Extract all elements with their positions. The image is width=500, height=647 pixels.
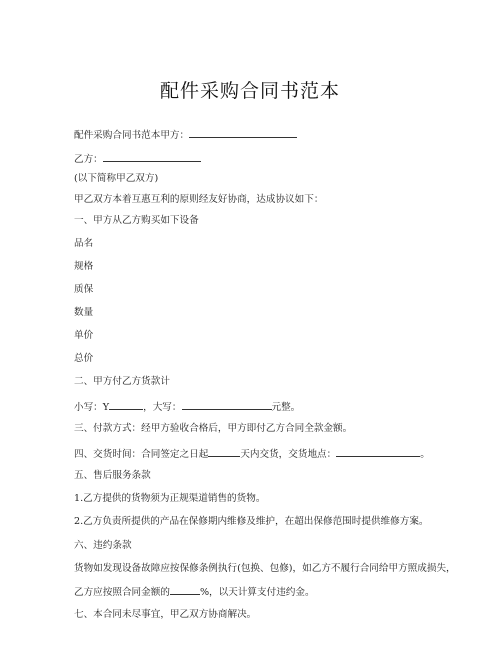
breach-prefix: 乙方应按照合同金额的 [74,587,170,598]
section-6-heading: 六、违约条款 [74,540,132,551]
section-7-text: 七、本合同未尽事宜，甲乙双方协商解决。 [74,609,257,620]
item-unit-price: 单价 [74,330,94,341]
service-clause-1: 1.乙方提供的货物须为正规渠道销售的货物。 [74,493,266,504]
party-b-line [74,152,201,166]
item-total-price: 总价 [74,353,94,364]
party-a-blank [189,128,297,138]
delivery-days-blank [208,447,240,457]
delivery-place-blank [336,447,420,457]
breach-text-line-2 [74,585,315,599]
party-a-line [74,128,297,142]
delivery-line [74,447,430,461]
item-warranty: 质保 [74,284,94,295]
breach-text-line-1: 货物如发现设备故障应按保修条例执行(包换、包修)，如乙方不履行合同给甲方照成损失， [74,563,456,574]
amount-small-prefix: 小写：Y [74,402,110,413]
amount-big-prefix: ，大写： [143,402,182,413]
document-title: 配件采购合同书范本 [159,80,340,102]
section-1-heading: 一、甲方从乙方购买如下设备 [74,215,199,226]
item-spec: 规格 [74,261,94,272]
item-quantity: 数量 [74,307,94,318]
delivery-middle: 天内交货，交货地点： [240,449,337,460]
delivery-prefix: 四、交货时间：合同签定之日起 [74,449,209,460]
intro-text: 甲乙双方本着互惠互利的原则经友好协商，达成协议如下： [74,194,324,205]
amount-big-blank [182,400,272,410]
delivery-suffix: 。 [420,449,430,460]
amount-small-blank [109,400,143,410]
penalty-percent-blank [170,585,200,595]
section-2-heading: 二、甲方付乙方货款计 [74,376,170,387]
item-name: 品名 [74,238,94,249]
section-3-payment: 三、付款方式：经甲方验收合格后，甲方即付乙方合同全款金额。 [74,423,353,434]
section-5-heading: 五、售后服务条款 [74,470,151,481]
breach-suffix: %，以天计算支付违约金。 [199,587,315,598]
amount-line [74,400,300,414]
party-a-label: 配件采购合同书范本甲方： [74,130,190,141]
party-b-blank [103,152,201,162]
service-clause-2: 2.乙方负责所提供的产品在保修期内维修及维护，在超出保修范围时提供维修方案。 [74,516,429,527]
amount-suffix: 元整。 [271,402,301,413]
party-b-label: 乙方： [74,154,103,165]
parties-note: (以下简称甲乙双方) [74,173,159,184]
